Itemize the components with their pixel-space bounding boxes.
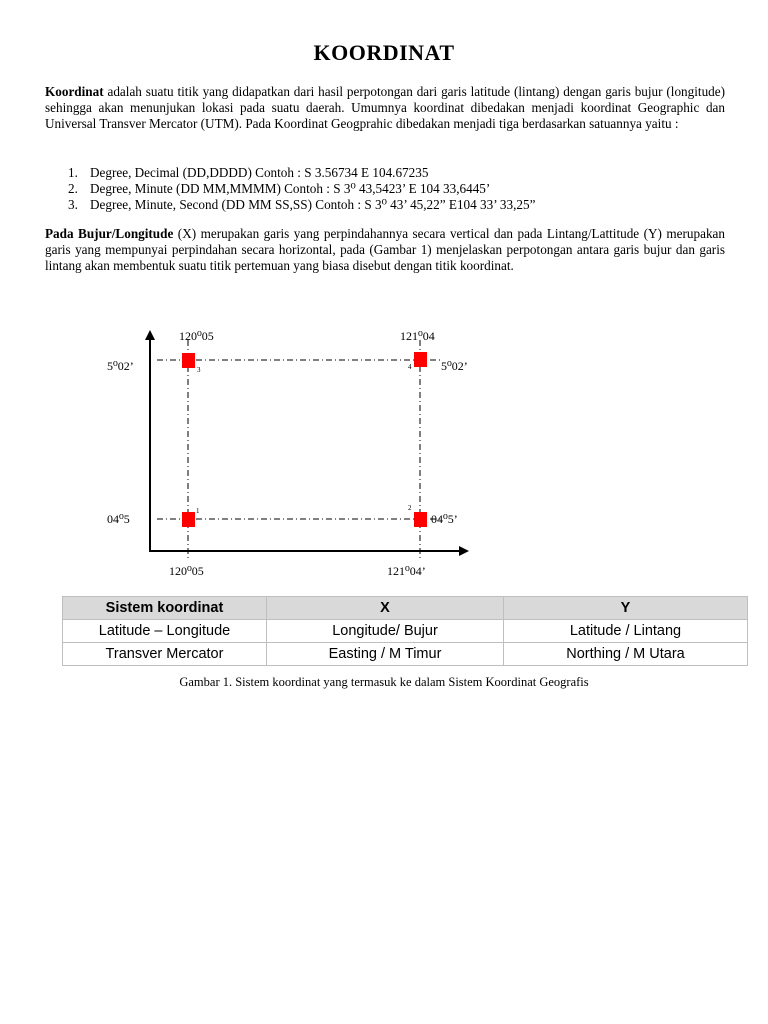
table-header-cell: X	[267, 597, 504, 620]
point-2-marker	[414, 512, 427, 527]
longitude-lead: Pada Bujur/Longitude	[45, 226, 174, 241]
table-cell: Longitude/ Bujur	[267, 620, 504, 643]
label-left-bottom-lat: 04⁰5	[107, 512, 130, 526]
list-number: 1.	[68, 165, 78, 180]
label-right-bottom-lat: 04⁰5’	[431, 512, 458, 526]
list-number: 3.	[68, 197, 78, 212]
point-label-1: 1	[196, 507, 200, 515]
list-number: 2.	[68, 181, 78, 196]
point-4-marker	[414, 352, 427, 367]
table-cell: Latitude / Lintang	[504, 620, 748, 643]
list-text: Degree, Decimal (DD,DDDD) Contoh : S 3.56734 E 104.67235	[90, 165, 429, 180]
table-header-cell: Y	[504, 597, 748, 620]
list-item	[68, 181, 708, 197]
intro-paragraph	[45, 84, 725, 132]
point-1-marker	[182, 512, 195, 527]
point-label-3: 3	[197, 366, 201, 374]
intro-lead: Koordinat	[45, 84, 104, 99]
label-bottom-left-lon: 120⁰05	[169, 564, 204, 578]
table-cell: Latitude – Longitude	[63, 620, 267, 643]
table-cell: Easting / M Timur	[267, 643, 504, 666]
figure-caption: Gambar 1. Sistem koordinat yang termasuk ke dalam Sistem Koordinat Geografis	[179, 675, 589, 689]
longitude-paragraph	[45, 226, 725, 274]
point-3-marker	[182, 353, 195, 368]
point-label-2: 2	[408, 504, 412, 512]
page-title: KOORDINAT	[313, 40, 455, 65]
longitude-body: (X) merupakan garis yang perpindahannya secara vertical dan pada Lintang/Lattitude (Y) merupakan garis yang mempunyai perpindahan secara horizontal, pada (Gambar 1) menjelaskan perpotongan antara garis bujur dan garis lintang akan membentuk suatu titik pertemuan yang biasa disebut dengan titik koordinat.	[45, 226, 725, 273]
table-cell: Transver Mercator	[63, 643, 267, 666]
table-row	[63, 643, 748, 666]
intro-body: adalah suatu titik yang didapatkan dari hasil perpotongan dari garis latitude (lintang) dengan garis bujur (longitude) sehingga akan menunjukan lokasi pada suatu daerah. Umumnya koordinat dibedakan menjadi koordinat Geographic dan Universal Transver Mercator (UTM). Pada Koordinat Geogprahic dibedakan menjadi tiga berdasarkan satuannya yaitu :	[45, 84, 725, 131]
table-cell: Northing / M Utara	[504, 643, 748, 666]
point-label-4: 4	[408, 363, 412, 371]
list-text: Degree, Minute, Second (DD MM SS,SS) Contoh : S 3⁰ 43’ 45,22” E104 33’ 33,25”	[90, 197, 536, 212]
list-text: Degree, Minute (DD MM,MMMM) Contoh : S 3⁰ 43,5423’ E 104 33,6445’	[90, 181, 491, 196]
table-row	[63, 620, 748, 643]
table-header-cell: Sistem koordinat	[63, 597, 267, 620]
label-right-top-lat: 5⁰02’	[441, 359, 468, 373]
coordinate-diagram	[95, 322, 485, 580]
label-bottom-right-lon: 121⁰04’	[387, 564, 426, 578]
format-list	[68, 165, 708, 213]
table-header-row	[63, 597, 748, 620]
list-item	[68, 197, 708, 213]
label-top-left-lon: 120⁰05	[179, 329, 214, 343]
label-top-right-lon: 121⁰04	[400, 329, 435, 343]
label-left-top-lat: 5⁰02’	[107, 359, 134, 373]
list-item	[68, 165, 708, 181]
coordinate-system-table	[62, 596, 748, 666]
